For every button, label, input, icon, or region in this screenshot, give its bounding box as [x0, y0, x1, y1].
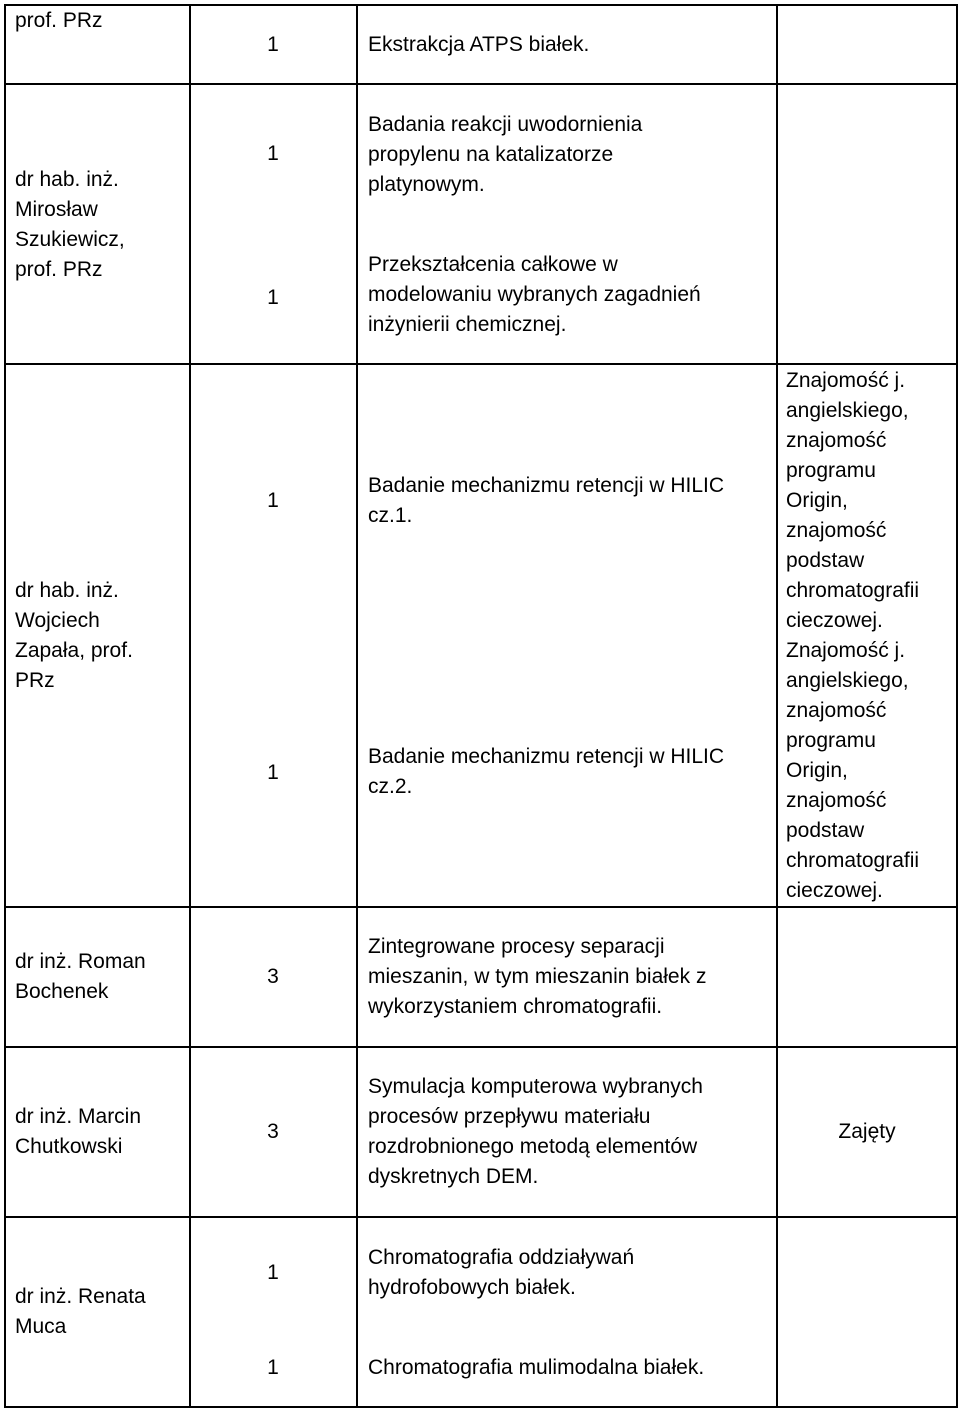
topic-count: 1	[267, 1356, 279, 1379]
column-divider	[189, 4, 191, 1408]
column-divider	[776, 4, 778, 1408]
topic-title: Badanie mechanizmu retencji w HILIC cz.2.	[368, 745, 724, 798]
table-border-bottom	[4, 1406, 958, 1408]
topic-title: Chromatografia mulimodalna białek.	[368, 1356, 705, 1379]
supervisor-name: dr hab. inż. Wojciech Zapała, prof. PRz	[15, 579, 133, 692]
topic-title: Badania reakcji uwodornienia propylenu na katalizatorze platynowym.	[368, 113, 643, 196]
topic-title: Przekształcenia całkowe w modelowaniu wybranych zagadnień inżynierii chemicznej.	[368, 253, 701, 336]
topic-title: Ekstrakcja ATPS białek.	[368, 33, 590, 56]
topic-count: 1	[267, 142, 279, 165]
supervisor-name: dr hab. inż. Mirosław Szukiewicz, prof. PRz	[15, 168, 125, 281]
topic-count: 1	[267, 489, 279, 512]
table-border-left	[4, 4, 6, 1408]
row-divider	[4, 363, 958, 365]
topic-count: 1	[267, 33, 279, 56]
topic-count: 3	[267, 965, 279, 988]
topic-requirements: Znajomość j. angielskiego, znajomość programu Origin, znajomość podstaw chromatografii cieczowej.	[786, 369, 920, 632]
topic-title: Badanie mechanizmu retencji w HILIC cz.1.	[368, 474, 724, 527]
row-divider	[4, 1046, 958, 1048]
topic-title: Zintegrowane procesy separacji mieszanin, w tym mieszanin białek z wykorzystaniem chromatografii.	[368, 935, 707, 1018]
topic-title: Symulacja komputerowa wybranych procesów przepływu materiału rozdrobnionego metodą elementów dyskretnych DEM.	[368, 1075, 703, 1188]
row-divider	[4, 906, 958, 908]
supervisor-name: dr inż. Roman Bochenek	[15, 950, 146, 1003]
topic-count: 3	[267, 1120, 279, 1143]
topic-count: 1	[267, 761, 279, 784]
topic-count: 1	[267, 286, 279, 309]
column-divider	[356, 4, 358, 1408]
supervisor-name: dr inż. Renata Muca	[15, 1285, 146, 1338]
supervisor-name: prof. PRz	[15, 9, 103, 32]
row-divider	[4, 1216, 958, 1218]
row-divider	[4, 83, 958, 85]
topic-requirements: Znajomość j. angielskiego, znajomość programu Origin, znajomość podstaw chromatografii cieczowej.	[786, 639, 920, 902]
supervisor-name: dr inż. Marcin Chutkowski	[15, 1105, 142, 1158]
status-label: Zajęty	[838, 1120, 896, 1143]
table-border-right	[956, 4, 958, 1408]
topic-title: Chromatografia oddziaływań hydrofobowych białek.	[368, 1246, 635, 1299]
topic-count: 1	[267, 1261, 279, 1284]
